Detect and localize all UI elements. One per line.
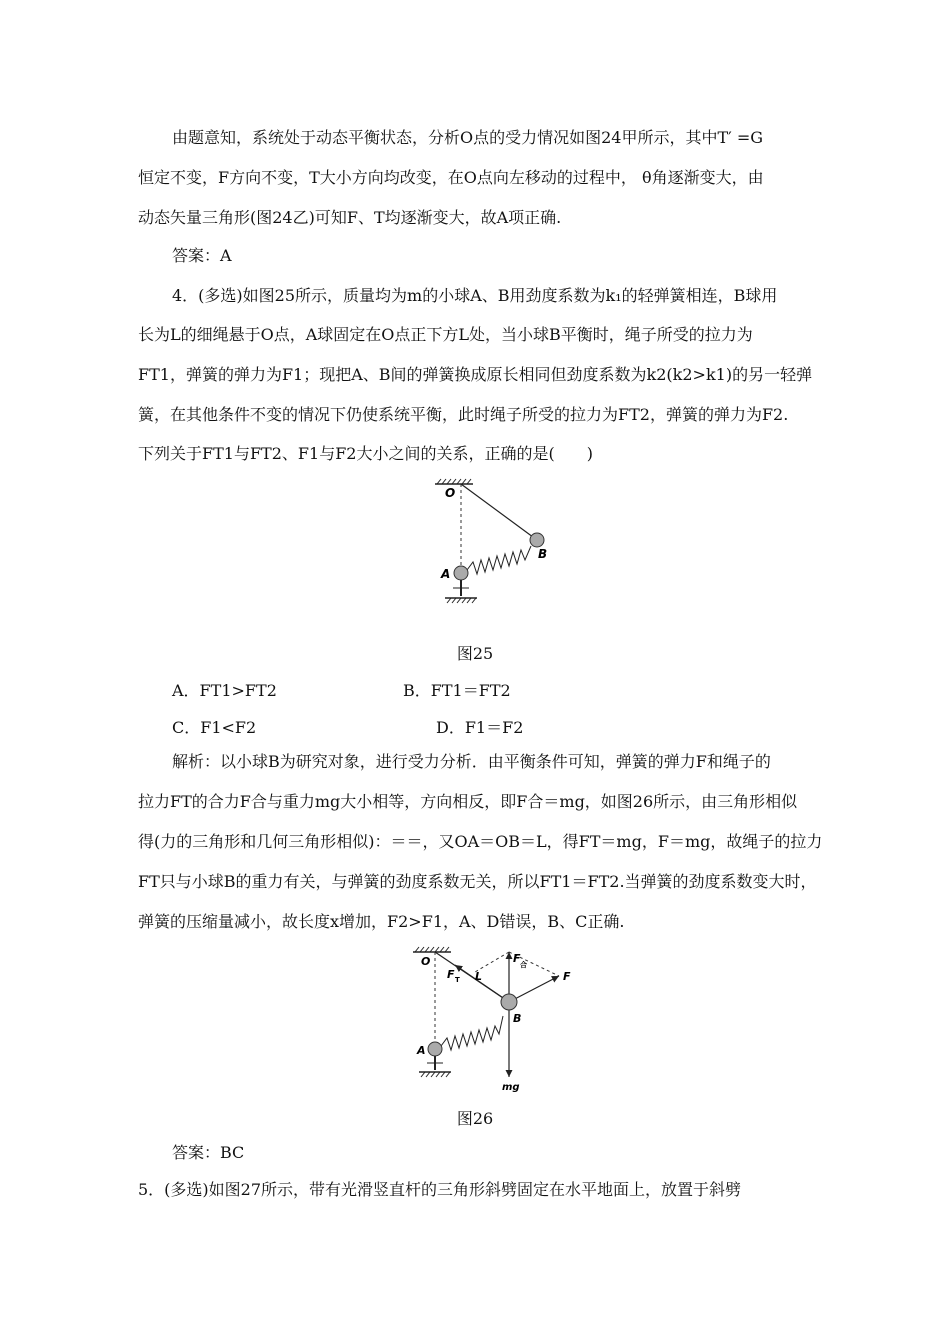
label-mg: mg — [502, 1082, 520, 1092]
paragraph-line: 由题意知，系统处于动态平衡状态，分析O点的受力情况如图24甲所示，其中T′ =G — [172, 128, 764, 147]
option-c: C．F1<F2 — [172, 718, 257, 737]
paragraph-line: 动态矢量三角形(图24乙)可知F、T均逐渐变大，故A项正确. — [138, 208, 562, 227]
label-a: A — [417, 1044, 426, 1057]
question-line: 5．(多选)如图27所示，带有光滑竖直杆的三角形斜劈固定在水平地面上，放置于斜劈 — [138, 1180, 742, 1199]
label-o: O — [421, 955, 431, 968]
question-line: 长为L的细绳悬于O点，A球固定在O点正下方L处，当小球B平衡时，绳子所受的拉力为 — [138, 325, 753, 344]
option-b: B．FT1＝FT2 — [403, 681, 511, 700]
solution-line: 拉力FT的合力F合与重力mg大小相等，方向相反，即F合＝mg，如图26所示，由三角形相似 — [138, 792, 798, 811]
question-line: 簧，在其他条件不变的情况下仍使系统平衡，此时绳子所受的拉力为FT2，弹簧的弹力为F2. — [138, 405, 789, 424]
label-b: B — [538, 547, 548, 561]
question-line: FT1，弹簧的弹力为F1；现把A、B间的弹簧换成原长相同但劲度系数为k2(k2>k1)的另一轻弹 — [138, 365, 813, 384]
figure-25 — [425, 478, 555, 608]
solution-line: 得(力的三角形和几何三角形相似)：＝＝，又OA＝OB＝L，得FT＝mg，F＝mg，故绳子的拉力 — [138, 832, 823, 851]
question-line: 下列关于FT1与FT2、F1与F2大小之间的关系，正确的是( ) — [138, 444, 593, 463]
solution-line: 弹簧的压缩量减小，故长度x增加，F2>F1，A、D错误，B、C正确. — [138, 912, 625, 931]
label-o: O — [445, 486, 456, 500]
answer-line: 答案：A — [172, 246, 232, 265]
label-b: B — [513, 1012, 522, 1025]
option-a: A．FT1>FT2 — [172, 681, 277, 700]
label-fhe-sub: 合 — [520, 961, 527, 969]
label-ft: F — [447, 968, 455, 981]
solution-line: FT只与小球B的重力有关，与弹簧的劲度系数无关，所以FT1＝FT2.当弹簧的劲度系数变大时， — [138, 872, 817, 891]
figure-26-caption: 图26 — [456, 1109, 494, 1128]
answer-line: 答案：BC — [172, 1143, 245, 1162]
solution-line: 解析：以小球B为研究对象，进行受力分析．由平衡条件可知，弹簧的弹力F和绳子的 — [172, 752, 771, 771]
option-d: D．F1＝F2 — [436, 718, 524, 737]
label-fhe: F — [513, 952, 521, 965]
label-ft-sub: T — [455, 976, 460, 984]
figure-26 — [405, 942, 585, 1092]
label-a: A — [441, 567, 451, 581]
figure-25-caption: 图25 — [456, 644, 494, 663]
paragraph-line: 恒定不变，F方向不变，T大小方向均改变，在O点向左移动的过程中， θ角逐渐变大，由 — [138, 168, 764, 187]
label-l: L — [475, 970, 483, 983]
label-f: F — [563, 970, 571, 983]
question-line: 4．(多选)如图25所示，质量均为m的小球A、B用劲度系数为k₁的轻弹簧相连，B球用 — [172, 286, 778, 305]
